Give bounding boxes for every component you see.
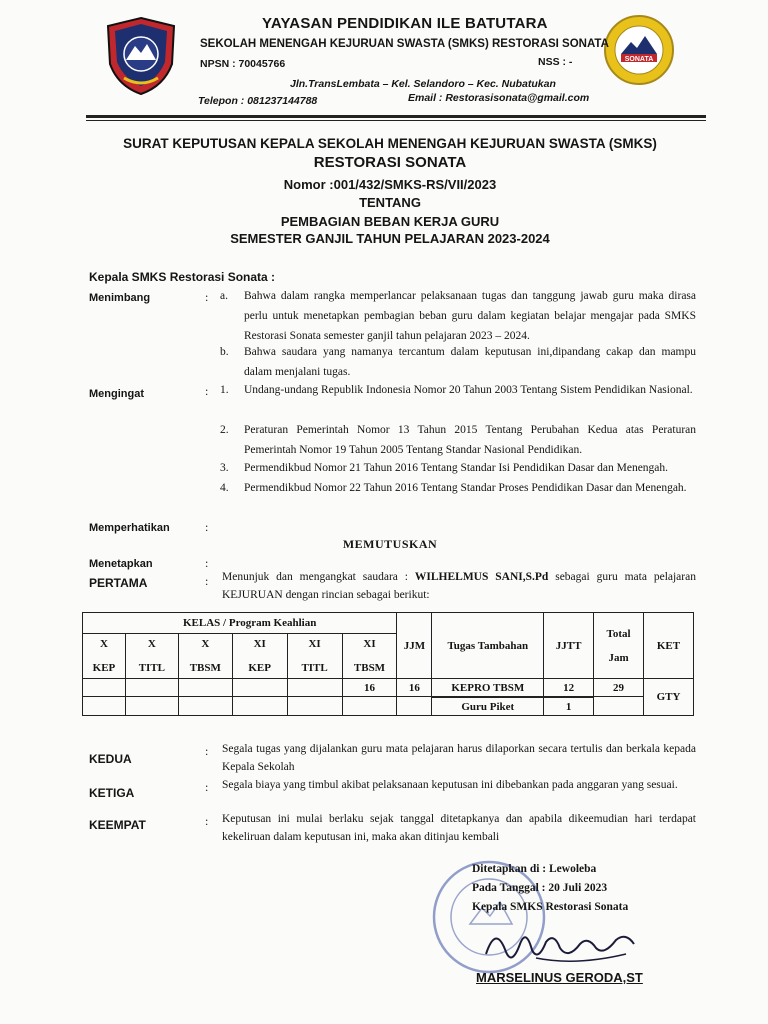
letterhead-divider-thick xyxy=(86,115,706,118)
memperhatikan-colon: : xyxy=(205,520,209,534)
foundation-name: YAYASAN PENDIDIKAN ILE BATUTARA xyxy=(262,15,548,32)
cell-tugas-1: KEPRO TBSM xyxy=(432,679,544,697)
kepala-heading: Kepala SMKS Restorasi Sonata : xyxy=(89,270,276,284)
decree-title-line2: RESTORASI SONATA xyxy=(313,154,467,171)
menetapkan-label: Menetapkan xyxy=(89,558,153,570)
menimbang-mark-b: b. xyxy=(220,346,229,358)
table-row xyxy=(83,679,694,697)
mengingat-colon: : xyxy=(205,384,209,398)
col-x-titl-program: TITL xyxy=(138,662,166,674)
kedua-label: KEDUA xyxy=(89,752,132,766)
col-x-tbsm-grade: X xyxy=(201,638,210,650)
jjm-header: JJM xyxy=(397,613,432,679)
menetapkan-colon: : xyxy=(205,556,209,570)
cell-x-tbsm xyxy=(178,679,232,697)
ket-header: KET xyxy=(644,613,694,679)
npsn: NPSN : 70045766 xyxy=(200,58,286,70)
col-xi-kep-grade: XI xyxy=(253,638,266,650)
mengingat-label: Mengingat xyxy=(89,388,144,400)
menimbang-colon: : xyxy=(205,290,209,304)
menimbang-label: Menimbang xyxy=(89,292,151,304)
mengingat-item-2: Peraturan Pemerintah Nomor 13 Tahun 2015 Tentang Perubahan Kedua atas Peraturan Pemerintah Nomor 19 Tahun 2005 Tentang Standar Nasional Pendidikan. xyxy=(244,424,696,456)
col-xi-kep-program: KEP xyxy=(248,662,271,674)
col-xi-tbsm xyxy=(342,634,397,679)
decree-subject2: SEMESTER GANJIL TAHUN PELAJARAN 2023-2024 xyxy=(230,231,550,246)
pertama-text xyxy=(222,568,696,604)
letterhead-divider-thin xyxy=(86,120,706,121)
mengingat-item-4: Permendikbud Nomor 22 Tahun 2016 Tentang Standar Proses Pendidikan Dasar dan Menengah. xyxy=(244,482,687,494)
keempat-label: KEEMPAT xyxy=(89,818,146,832)
school-address: Jln.TransLembata – Kel. Selandoro – Kec. Nubatukan xyxy=(290,78,556,90)
workload-table xyxy=(82,612,694,716)
col-xi-titl-grade: XI xyxy=(308,638,321,650)
table-row xyxy=(83,697,694,698)
school-name: SEKOLAH MENENGAH KEJURUAN SWASTA (SMKS) RESTORASI SONATA xyxy=(200,38,609,50)
signer-name: MARSELINUS GERODA,ST xyxy=(476,970,643,985)
keempat-text: Keputusan ini mulai berlaku sejak tanggal ditetapkanya dan apabila dikeemudian hari terdapat kekeliruan dalam keputusan ini, maka akan ditinjau kembali xyxy=(222,813,696,843)
col-xi-tbsm-grade: XI xyxy=(363,638,376,650)
sonata-round-logo xyxy=(603,14,675,86)
signature-block xyxy=(472,860,628,917)
pertama-text-after: sebagai guru mata pelajaran KEJURUAN dengan rincian sebagai berikut: xyxy=(222,571,696,601)
col-xi-titl-program: TITL xyxy=(301,662,328,674)
school-phone: Telepon : 081237144788 xyxy=(198,95,318,107)
mengingat-mark-3: 3. xyxy=(220,462,229,474)
kelas-group-header: KELAS / Program Keahlian xyxy=(83,613,397,634)
kedua-colon: : xyxy=(205,744,209,758)
memutuskan-heading: MEMUTUSKAN xyxy=(342,537,438,551)
handwritten-signature xyxy=(476,914,676,974)
col-x-titl-grade: X xyxy=(147,638,156,650)
menimbang-mark-a: a. xyxy=(220,290,228,302)
school-email: Email : Restorasisonata@gmail.com xyxy=(408,92,590,104)
cell-total: 29 xyxy=(594,679,644,697)
pertama-colon: : xyxy=(205,574,209,588)
col-xi-tbsm-program: TBSM xyxy=(353,662,386,674)
logo-text: SONATA xyxy=(624,56,654,63)
school-crest-logo xyxy=(104,16,178,96)
pada-tanggal: Pada Tanggal : 20 Juli 2023 xyxy=(472,882,608,894)
cell-tugas-2: Guru Piket xyxy=(432,698,544,716)
cell-jjtt-2: 1 xyxy=(544,698,594,716)
cell-x-kep xyxy=(83,679,126,697)
col-x-kep-grade: X xyxy=(99,638,108,650)
ketiga-colon: : xyxy=(205,780,209,794)
cell-jjm: 16 xyxy=(397,679,432,697)
col-x-tbsm xyxy=(178,634,232,679)
kedua-text: Segala tugas yang dijalankan guru mata pelajaran harus dilaporkan secara tertulis dan berkala kepada Kepala Sekolah xyxy=(222,743,696,773)
total-jam-header xyxy=(594,613,644,679)
cell-xi-tbsm: 16 xyxy=(342,679,397,697)
col-xi-titl xyxy=(287,634,342,679)
mengingat-mark-2: 2. xyxy=(220,424,229,436)
col-x-titl xyxy=(125,634,178,679)
menimbang-item-a: Bahwa dalam rangka memperlancar pelaksanaan tugas dan tanggung jawab guru maka dirasa perlu untuk menetapkan pembagian beban guru dalam kegiatan belajar mengajar pada SMKS Restorasi Sonata semester ganjil tahun pelajaran 2023 – 2024. xyxy=(244,290,696,342)
pertama-label: PERTAMA xyxy=(89,576,148,590)
cell-x-titl xyxy=(125,679,178,697)
col-x-kep-program: KEP xyxy=(92,662,116,674)
mengingat-mark-1: 1. xyxy=(220,384,229,396)
cell-jjtt-1: 12 xyxy=(544,679,594,697)
mengingat-item-3: Permendikbud Nomor 21 Tahun 2016 Tentang Standar Isi Pendidikan Dasar dan Menengah. xyxy=(244,462,669,474)
jjtt-header: JJTT xyxy=(544,613,594,679)
menimbang-item-b: Bahwa saudara yang namanya tercantum dalam keputusan ini,dipandang cakap dan mampu dalam menjalani tugas. xyxy=(244,346,696,378)
cell-xi-titl xyxy=(287,679,342,697)
pertama-text-before: Menunjuk dan mengangkat saudara : xyxy=(222,571,415,583)
col-x-tbsm-program: TBSM xyxy=(189,662,221,674)
appointed-teacher-name: WILHELMUS SANI,S.Pd xyxy=(414,571,549,583)
col-x-kep xyxy=(83,634,126,679)
decree-number: Nomor :001/432/SMKS-RS/VII/2023 xyxy=(283,177,497,192)
decree-title-line1: SURAT KEPUTUSAN KEPALA SEKOLAH MENENGAH KEJURUAN SWASTA (SMKS) xyxy=(123,136,657,151)
decree-tentang: TENTANG xyxy=(359,195,421,210)
total-header-line2: Jam xyxy=(608,651,629,664)
mengingat-item-1: Undang-undang Republik Indonesia Nomor 20 Tahun 2003 Tentang Sistem Pendidikan Nasional. xyxy=(244,384,693,396)
tugas-header: Tugas Tambahan xyxy=(432,613,544,679)
decree-subject1: PEMBAGIAN BEBAN KERJA GURU xyxy=(280,214,500,229)
keempat-colon: : xyxy=(205,814,209,828)
cell-xi-kep xyxy=(232,679,287,697)
signer-title: Kepala SMKS Restorasi Sonata xyxy=(472,901,629,913)
ketiga-label: KETIGA xyxy=(89,786,135,800)
col-xi-kep xyxy=(232,634,287,679)
memperhatikan-label: Memperhatikan xyxy=(89,522,170,534)
nss: NSS : - xyxy=(538,56,573,68)
ketiga-text: Segala biaya yang timbul akibat pelaksanaan keputusan ini dibebankan pada anggaran yang sesuai. xyxy=(222,779,678,791)
ditetapkan-di: Ditetapkan di : Lewoleba xyxy=(472,863,597,875)
cell-ket: GTY xyxy=(644,679,694,716)
mengingat-mark-4: 4. xyxy=(220,482,229,494)
total-header-line1: Total xyxy=(606,627,631,640)
